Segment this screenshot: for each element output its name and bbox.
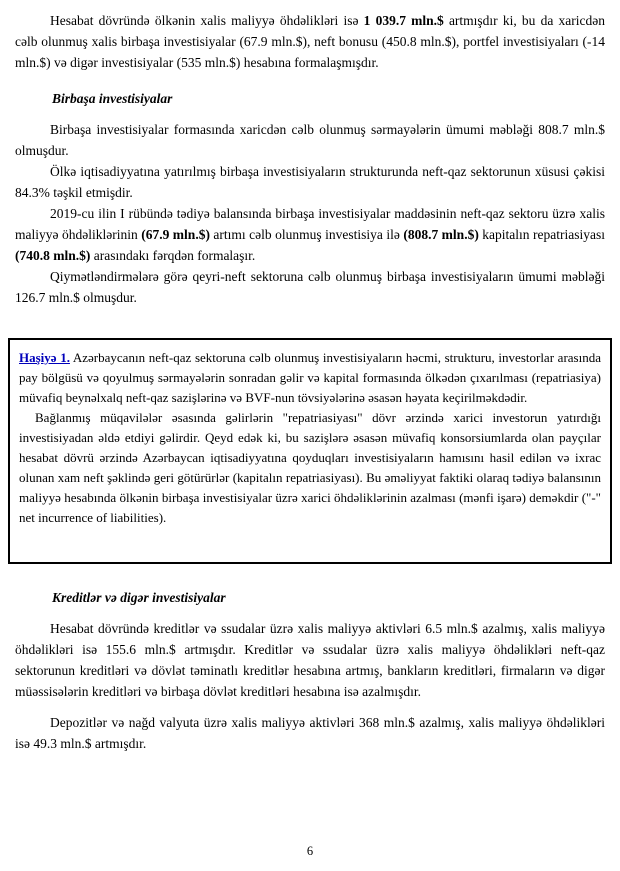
bold-value-net-liabilities: 1 039.7 mln.$	[363, 13, 444, 28]
text-segment: arasındakı fərqdən formalaşır.	[90, 248, 256, 263]
text-segment: Hesabat dövründə ölkənin xalis maliyyə öhdəlikləri isə	[50, 13, 364, 28]
text-segment: artmışdır ki, bu da xaricdən cəlb olunmuş xalis birbaşa investisiyalar (67.9 mln.$), neft bonusu (450.8 mln.$), portfel investisiyaları (-14 mln.$) və digər investisiyalar (535 mln.$) hesabına formalaşmışdır.	[15, 13, 605, 70]
paragraph-deposits-cash: Depozitlər və nağd valyuta üzrə xalis maliyyə aktivləri 368 mln.$ azalmış, xalis maliyyə öhdəlikləri isə 49.3 mln.$ artmışdır.	[15, 715, 605, 751]
note-paragraph-1	[19, 348, 601, 408]
note-paragraph-2: Bağlanmış müqavilələr əsasında gəlirlərin "repatriasiyası" dövr ərzində xarici investorun yatırdığı investisiyadan əldə etdiyi gəlirdir. Qeyd edək ki, bu sazişlərə əsasən müvafiq konsorsiumlarda olan payçılar hesabat dövrü ərzində Azərbaycan iqtisadiyyatına qoyduqları investisiyaların hamısını hasil edilən və ixrac olunan xam neft şəklində geri götürürlər (kapitalın repatriasiyası). Bu əməliyyat faktiki olaraq tədiyə balansının maliyyə hesabında ölkənin birbaşa investisiyalar üzrə xarici öhdəliklərinin azalması (mənfi işarə) deməkdir ("-" net incurrence of liabilities).	[19, 410, 601, 525]
text-segment: 2019-cu ilin I rübündə tədiyə balansında birbaşa investisiyalar maddəsinin neft-qaz sektoru üzrə xalis maliyyə öhdəliklərinin	[15, 206, 605, 242]
text-segment: Azərbaycanın neft-qaz sektoruna cəlb olunmuş investisiyaların həcmi, strukturu, investorlar arasında pay bölgüsü və qoyulmuş sərmayələrin sonradan gəlir və kapital formasında ölkədən çıxarılması (repatriasiya) müvafiq beynəlxalq neft-qaz sazişlərinə və BVF-nun tövsiyələrinə əsasən həyata keçirilməkdədir.	[19, 350, 601, 405]
bold-value-capital-repatriation: (740.8 mln.$)	[15, 248, 91, 263]
paragraph-fdi-total-amount: Birbaşa investisiyalar formasında xaricdən cəlb olunmuş sərmayələrin ümumi məbləği 808.7 mln.$ olmuşdur.	[15, 122, 605, 158]
paragraph-oil-gas-share: Ölkə iqtisadiyyatına yatırılmış birbaşa investisiyaların strukturunda neft-qaz sektorunun xüsusi çəkisi 84.3% təşkil etmişdir.	[15, 164, 605, 200]
note-label: Haşiyə 1.	[19, 350, 70, 365]
text-segment: kapitalın repatriasiyası	[478, 227, 605, 242]
note-box	[8, 338, 612, 564]
paragraph-fdi-breakdown	[15, 203, 605, 266]
page-number: 6	[306, 844, 314, 858]
heading-direct-investments: Birbaşa investisiyalar	[52, 91, 173, 106]
heading-credits-other-investments: Kreditlər və digər investisiyalar	[52, 590, 226, 605]
bold-value-attracted-investment: (808.7 mln.$)	[403, 227, 479, 242]
text-segment: artımı cəlb olunmuş investisiya ilə	[209, 227, 404, 242]
paragraph-net-financial-liabilities	[15, 10, 605, 73]
paragraph-credits-loans: Hesabat dövründə kreditlər və ssudalar üzrə xalis maliyyə aktivləri 6.5 mln.$ azalmış, xalis maliyyə öhdəlikləri isə 155.6 mln.$ artmışdır. Kreditlər və ssudalar üzrə xalis maliyyə öhdəlikləri neft-qaz sektorunun kreditləri və dövlət təminatlı kreditlər hesabına artmış, bankların kreditləri, firmaların və digər müəssisələrin kreditləri və birbaşa dövlət kreditləri hesabına isə azalmışdır.	[15, 621, 605, 699]
bold-value-oil-gas-increase: (67.9 mln.$)	[141, 227, 210, 242]
paragraph-non-oil-fdi: Qiymətləndirmələrə görə qeyri-neft sektoruna cəlb olunmuş birbaşa investisiyaların ümumi məbləği 126.7 mln.$ olmuşdur.	[15, 269, 605, 305]
